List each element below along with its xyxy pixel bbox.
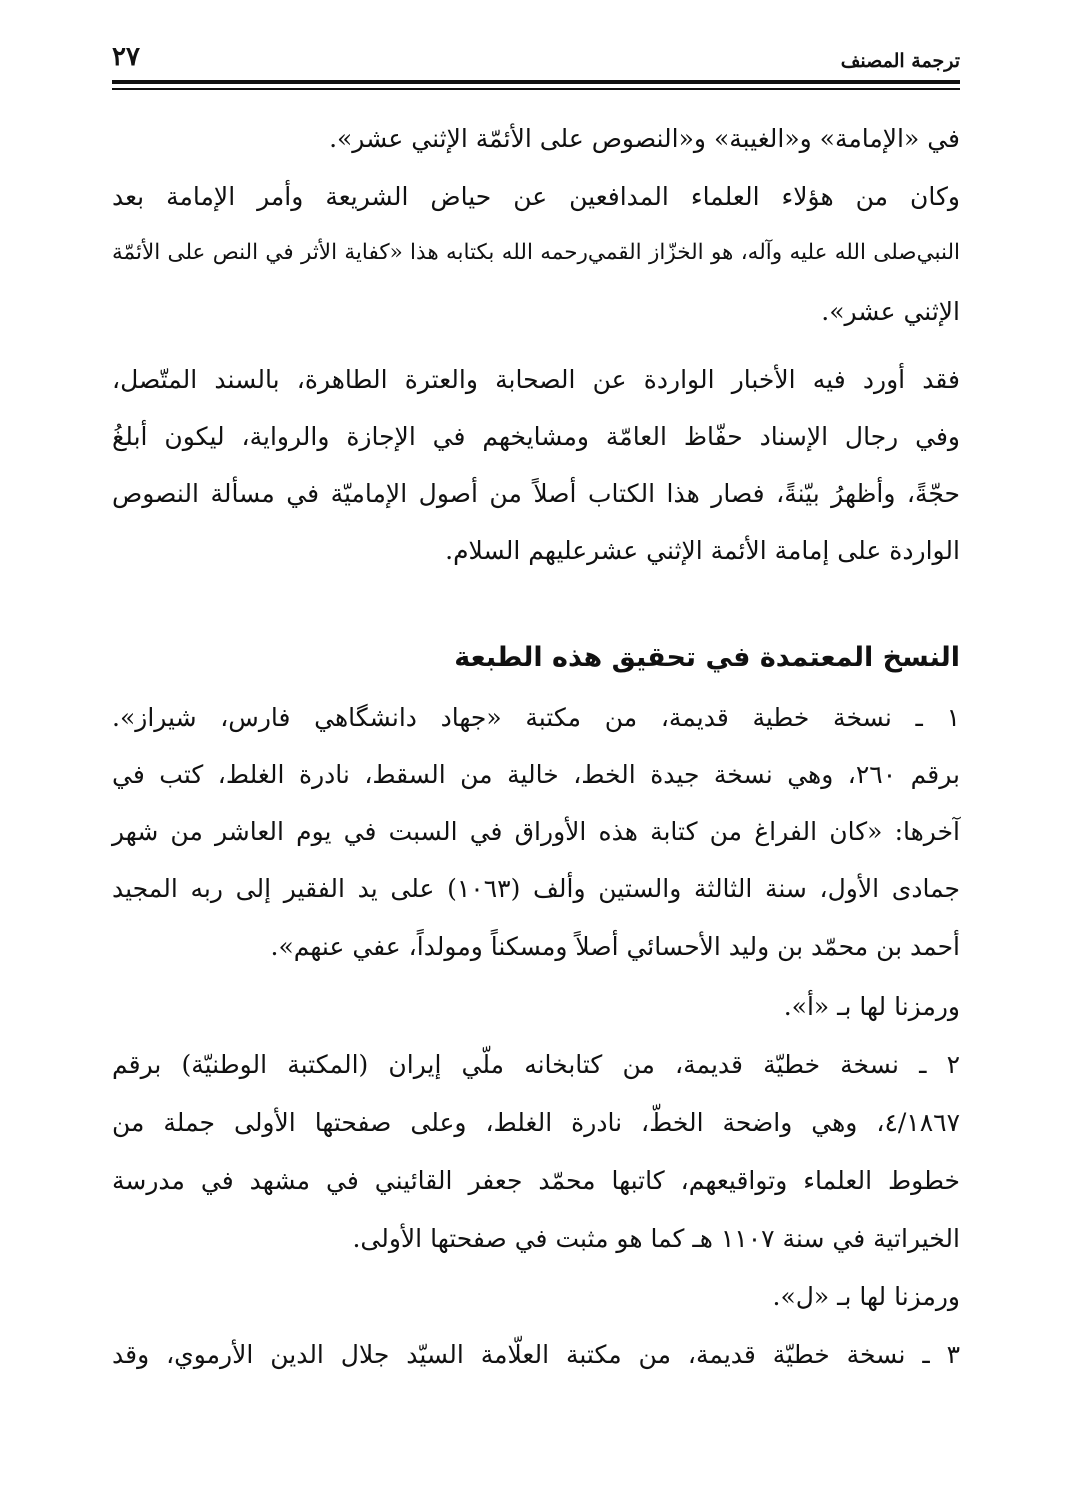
text-line: وكان من هؤلاء العلماء المدافعين عن حياض الشريعة وأمر الإمامة بعد (112, 182, 960, 211)
text-line: النبي‌صلى الله عليه وآله، هو الخزّاز القمي‌رحمه الله بكتابه هذا «كفاية الأثر في النص على الأئمّة (112, 240, 960, 265)
text-line: أحمد بن محمّد بن وليد الأحسائي أصلاً ومسكناً ومولداً، عفي عنهم». (270, 932, 960, 961)
text-line: ٣ ـ نسخة خطيّة قديمة، من مكتبة العلّامة السيّد جلال الدين الأرموي، وقد (112, 1340, 960, 1369)
text-line: الواردة على إمامة الأئمة الإثني عشرعليهم السلام. (445, 536, 960, 565)
text-line: ١ ـ نسخة خطية قديمة، من مكتبة «جهاد دانشگاهي فارس، شيراز». (112, 703, 960, 732)
text-line: الإثني عشر». (821, 297, 960, 326)
text-line: ٤/١٨٦٧، وهي واضحة الخطّ، نادرة الغلط، وعلى صفحتها الأولى جملة من (112, 1108, 960, 1137)
header-rule-thin (112, 88, 960, 90)
text-line: الخيراتية في سنة ١١٠٧ هـ كما هو مثبت في صفحتها الأولى. (352, 1224, 960, 1253)
text-line: جمادى الأول، سنة الثالثة والستين وألف (١٠٦٣) على يد الفقير إلى ربه المجيد (112, 874, 960, 903)
page-number: ٢٧ (112, 42, 140, 72)
running-title: ترجمة المصنف (840, 50, 960, 72)
text-line: وفي رجال الإسناد حفّاظ العامّة ومشايخهم في الإجازة والرواية، ليكون أبلغُ (112, 422, 960, 451)
text-line: برقم ٢٦٠، وهي نسخة جيدة الخط، خالية من السقط، نادرة الغلط، كتب في (112, 760, 960, 789)
text-line: حجّةً، وأظهرُ بيّنةً، فصار هذا الكتاب أصلاً من أصول الإماميّة في مسألة النصوص (112, 479, 960, 508)
text-line: في «الإمامة» و«الغيبة» و«النصوص على الأئمّة الإثني عشر». (329, 124, 960, 153)
text-line: ٢ ـ نسخة خطيّة قديمة، من كتابخانه ملّي إيران (المكتبة الوطنيّة) برقم (112, 1050, 960, 1079)
text-line: آخرها: «كان الفراغ من كتابة هذه الأوراق في السبت في يوم العاشر من شهر (112, 817, 960, 846)
text-line: خطوط العلماء وتواقيعهم، كاتبها محمّد جعفر القائيني في مشهد في مدرسة (112, 1166, 960, 1195)
page-header (112, 40, 960, 80)
text-line: ورمزنا لها بـ «أ». (783, 992, 960, 1021)
text-line: فقد أورد فيه الأخبار الواردة عن الصحابة والعترة الطاهرة، بالسند المتّصل، (112, 365, 960, 394)
section-heading: النسخ المعتمدة في تحقيق هذه الطبعة (454, 642, 960, 673)
text-line: ورمزنا لها بـ «ل». (772, 1282, 960, 1311)
header-rule-thick (112, 80, 960, 84)
